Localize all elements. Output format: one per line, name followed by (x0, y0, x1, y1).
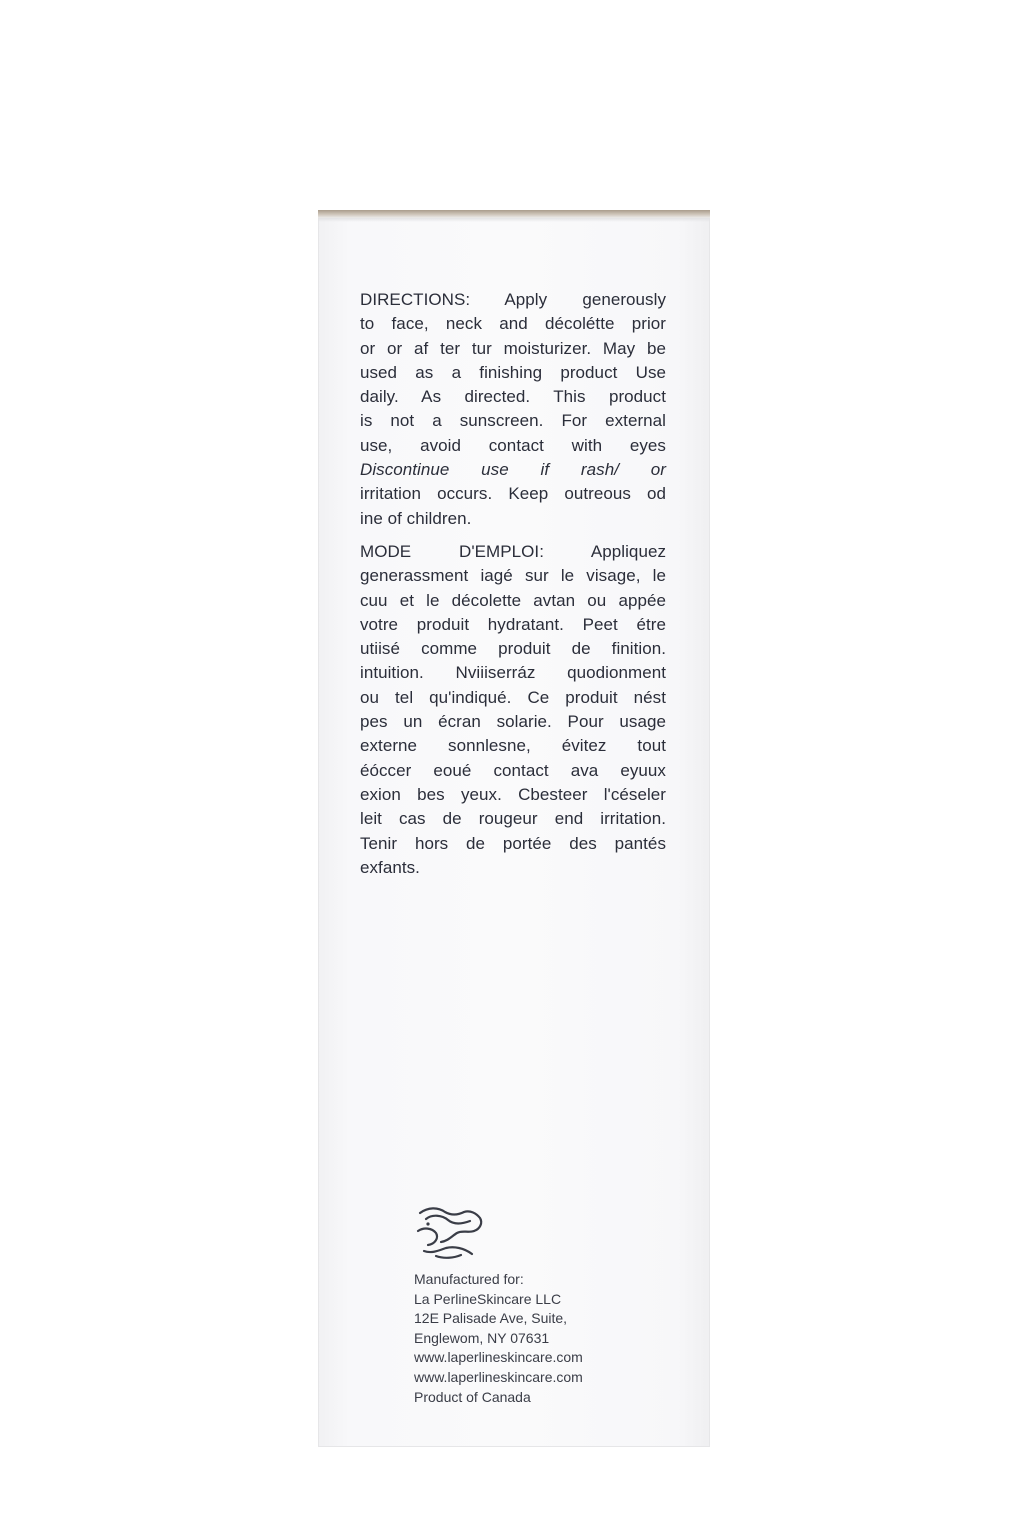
manufacturer-line: www.laperlineskincare.com (414, 1349, 583, 1366)
manufacturer-line: Product of Canada (414, 1388, 531, 1405)
directions-en-line: is not a sunscreen. For external (360, 411, 666, 431)
manufacturer-info (414, 1270, 674, 1407)
directions-fr-line: éóccer eoué contact ava eyuux (360, 760, 666, 780)
directions-en-line: to face, neck and décolétte prior (360, 314, 666, 334)
manufacturer-line: La PerlineSkincare LLC (414, 1290, 562, 1307)
manufacturer-line: Englewom, NY 07631 (414, 1329, 550, 1346)
directions-en-line: use, avoid contact with eyes (360, 435, 666, 455)
directions-en-line: DIRECTIONS: Apply generously (360, 290, 666, 309)
product-box-side-panel (318, 210, 710, 1447)
directions-fr-line: generassment iagé sur le visage, le (360, 566, 666, 586)
box-top-edge (318, 210, 710, 218)
directions-en-line: Discontinue use if rash/ or (360, 460, 666, 480)
directions-fr-line: intuition. Nviiiserráz quodionment (360, 663, 666, 683)
directions-fr-line: utiisé comme produit de finition. (360, 639, 666, 659)
directions-fr-line: pes un écran solarie. Pour usage (360, 712, 666, 732)
directions-french (360, 540, 666, 880)
directions-fr-line: externe sonnlesne, évitez tout (360, 736, 666, 756)
directions-fr-line: cuu et le décolette avtan ou appée (360, 590, 666, 610)
directions-fr-line: MODE D'EMPLOI: Appliquez (360, 542, 666, 561)
directions-en-line: irritation occurs. Keep outreous od (360, 484, 666, 504)
manufacturer-line: 12E Palisade Ave, Suite, (414, 1310, 568, 1327)
directions-fr-line: ou tel qu'indiqué. Ce produit nést (360, 687, 666, 707)
manufacturer-line: www.laperlineskincare.com (414, 1368, 583, 1385)
directions-fr-line: Tenir hors de portée des pantés (360, 833, 666, 853)
directions-fr-line: exfants. (360, 857, 420, 877)
leaping-bunny-icon (414, 1204, 486, 1260)
directions-fr-line: leit cas de rougeur end irritation. (360, 809, 666, 829)
directions-en-line: or or af ter tur moisturizer. May be (360, 338, 666, 358)
directions-en-line: ine of children. (360, 508, 472, 528)
directions-en-line: daily. As directed. This product (360, 387, 666, 407)
manufacturer-line: Manufactured for: (414, 1271, 524, 1287)
directions-fr-line: votre produit hydratant. Peet étre (360, 614, 666, 634)
directions-en-line: used as a finishing product Use (360, 362, 666, 382)
box-top-shadow (318, 218, 710, 222)
directions-english (360, 288, 666, 531)
directions-fr-line: exion bes yeux. Cbesteer l'céseler (360, 784, 666, 804)
